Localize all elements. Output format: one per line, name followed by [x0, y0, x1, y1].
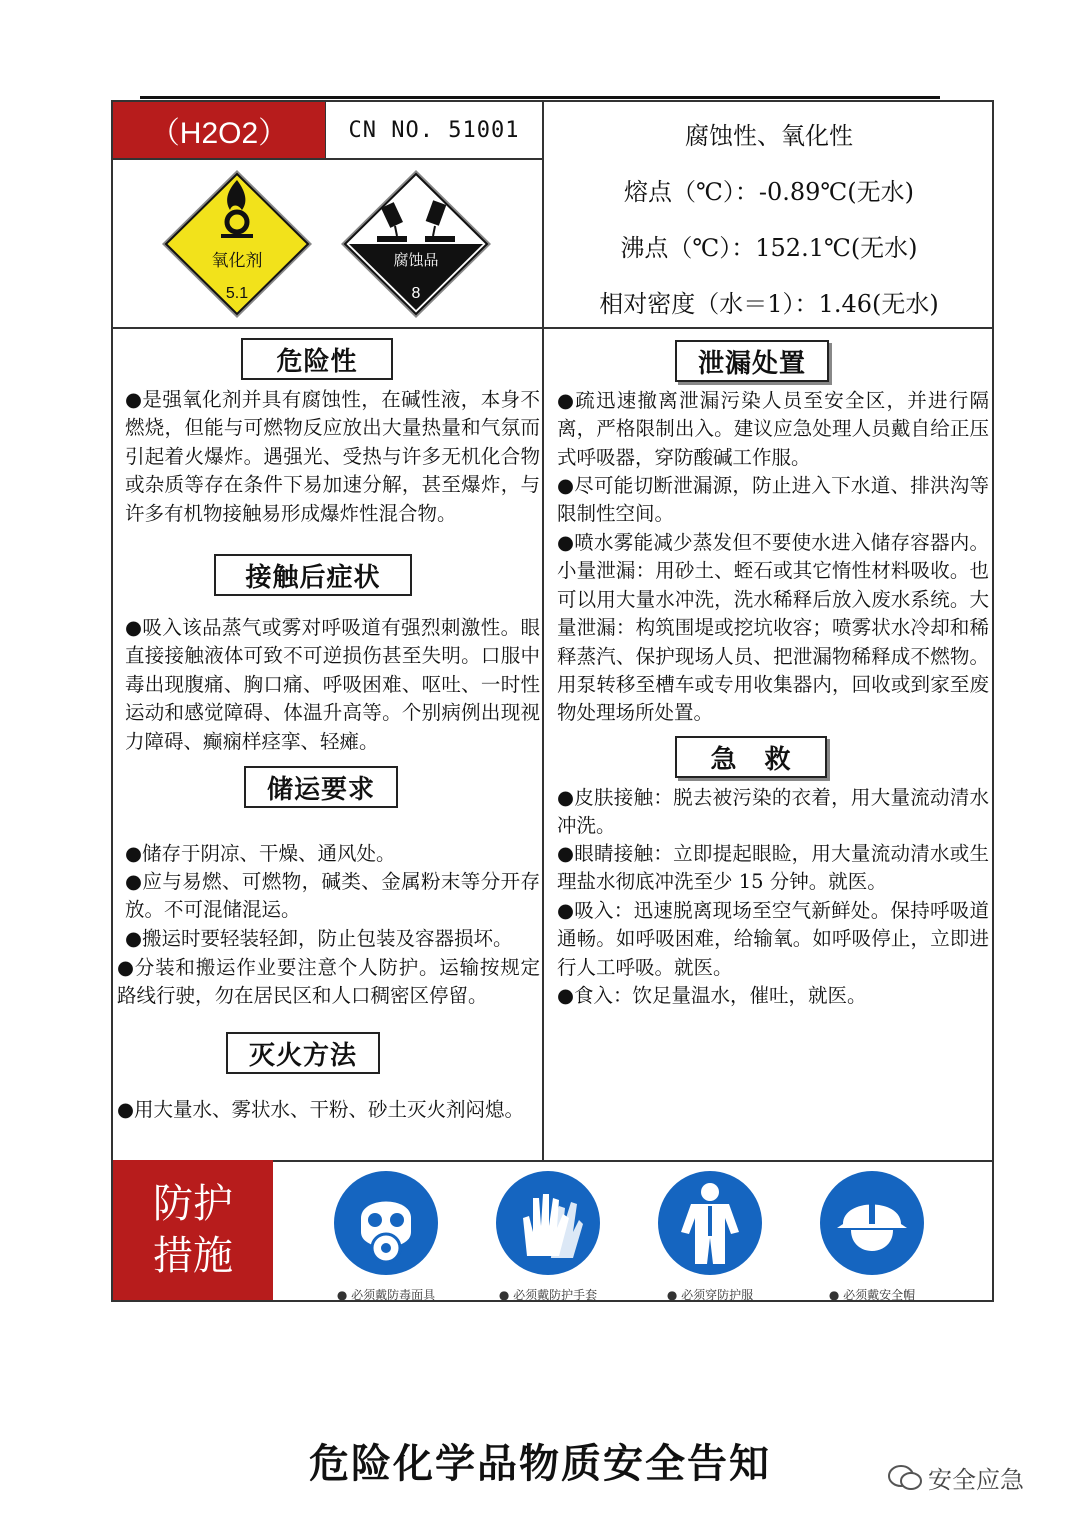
leak-item-3: ● 喷水雾能减少蒸发但不要使水进入储存容器内。小量泄漏：用砂土、蛭石或其它惰性材料吸收。也可以用大量水冲洗，洗水稀释后放入废水系统。大量泄漏：构筑围堤或挖坑收容；喷雾状水冷却和稀释蒸汽、保护现场人员、把泄漏物稀释成不燃物。用泵转移至槽车或专用收集器内，回收或到家至废物处理场所处置。 — [557, 529, 989, 728]
ppe-item-protective-suit — [635, 1168, 785, 1303]
storage-item-4: ● 分装和搬运作业要注意个人防护。运输按规定路线行驶，勿在居民区和人口稠密区停留。 — [117, 954, 540, 1011]
fire-text: ● 用大量水、雾状水、干粉、砂土灭火剂闷熄。 — [117, 1096, 540, 1124]
leak-heading: 泄漏处置 — [675, 340, 829, 382]
fire-heading: 灭火方法 — [226, 1032, 380, 1074]
danger-heading: 危险性 — [241, 338, 393, 380]
leak-item-2: ● 尽可能切断泄漏源，防止进入下水道、排洪沟等限制性空间。 — [557, 472, 989, 529]
oxidizer-label: 氧化剂 — [211, 251, 263, 270]
leak-item-1: ● 疏迅速撤离泄漏污染人员至安全区，并进行隔离，严格限制出入。建议应急处理人员戴自给正压式呼吸器，穿防酸碱工作服。 — [557, 387, 989, 472]
ppe-item-helmet — [797, 1168, 947, 1303]
first-aid-item-1: ● 皮肤接触：脱去被污染的衣着，用大量流动清水冲洗。 — [557, 784, 989, 841]
protective-suit-icon — [655, 1168, 765, 1278]
ppe-item-gas-mask — [311, 1168, 461, 1303]
gloves-icon — [493, 1168, 603, 1278]
physical-properties — [544, 102, 994, 328]
storage-item-1: ● 储存于阴凉、干燥、通风处。 — [125, 840, 540, 868]
ppe-label-helmet: ● 必须戴安全帽 — [828, 1288, 916, 1302]
ppe-title: 防护 措施 — [113, 1160, 273, 1300]
cn-number: CN NO. 51001 — [348, 117, 520, 143]
ppe-band — [113, 1160, 992, 1300]
danger-text: ● 是强氧化剂并具有腐蚀性，在碱性液，本身不燃烧，但能与可燃物反应放出大量热量和气氛而引起着火爆炸。遇强光、受热与许多无机化合物或杂质等存在条件下易加速分解，甚至爆炸，与许多有机物接触易形成爆炸性混合物。 — [125, 386, 540, 528]
top-rule — [140, 96, 940, 99]
corrosive-class: 8 — [411, 285, 421, 302]
symptoms-heading: 接触后症状 — [214, 554, 412, 596]
storage-item-3: ● 搬运时要轻装轻卸，防止包装及容器损坏。 — [125, 925, 540, 953]
first-aid-heading: 急 救 — [675, 736, 827, 778]
storage-item-2: ● 应与易燃、可燃物，碱类、金属粉末等分开存放。不可混储混运。 — [125, 868, 540, 925]
melting-point: 熔点（℃）：-0.89℃(无水) — [624, 178, 914, 206]
ppe-label-gas-mask: ● 必须戴防毒面具 — [336, 1288, 436, 1302]
hazard-class: 腐蚀性、氧化性 — [685, 122, 853, 150]
safety-card — [111, 100, 994, 1302]
gas-mask-icon — [331, 1168, 441, 1278]
header-divider — [113, 158, 542, 160]
first-aid-item-2: ● 眼睛接触：立即提起眼睑，用大量流动清水或生理盐水彻底冲洗至少 15 分钟。就医。 — [557, 840, 989, 897]
ppe-label-gloves: ● 必须戴防护手套 — [498, 1288, 598, 1302]
page-title: 危险化学品物质安全告知 — [309, 1440, 771, 1487]
storage-heading: 储运要求 — [244, 766, 398, 808]
symptoms-text: ● 吸入该品蒸气或雾对呼吸道有强烈刺激性。眼直接接触液体可致不可逆损伤甚至失明。口服中毒出现腹痛、胸口痛、呼吸困难、呕吐、一时性运动和感觉障碍、体温升高等。个别病例出现视力障碍、癫痫样痉挛、轻瘫。 — [125, 614, 540, 756]
watermark: 安全应急 — [888, 1460, 1024, 1495]
oxidizer-class: 5.1 — [225, 285, 249, 302]
oxidizer-hazard-diamond — [158, 166, 316, 322]
boiling-point: 沸点（℃）：152.1℃(无水) — [620, 234, 918, 262]
first-aid-item-4: ● 食入：饮足量温水，催吐，就医。 — [557, 982, 989, 1010]
helmet-icon — [817, 1168, 927, 1278]
chemical-formula: （H2O2） — [113, 102, 325, 158]
corrosive-label: 腐蚀品 — [393, 252, 439, 269]
ppe-label-protective-suit: ● 必须穿防护服 — [666, 1288, 754, 1302]
first-aid-item-3: ● 吸入：迅速脱离现场至空气新鲜处。保持呼吸道通畅。如呼吸困难，给输氧。如呼吸停止，立即进行人工呼吸。就医。 — [557, 897, 989, 982]
corrosive-hazard-diamond — [337, 166, 495, 322]
ppe-item-gloves — [473, 1168, 623, 1303]
wechat-icon — [888, 1464, 922, 1492]
density: 相对密度（水＝1）：1.46(无水) — [599, 290, 939, 318]
